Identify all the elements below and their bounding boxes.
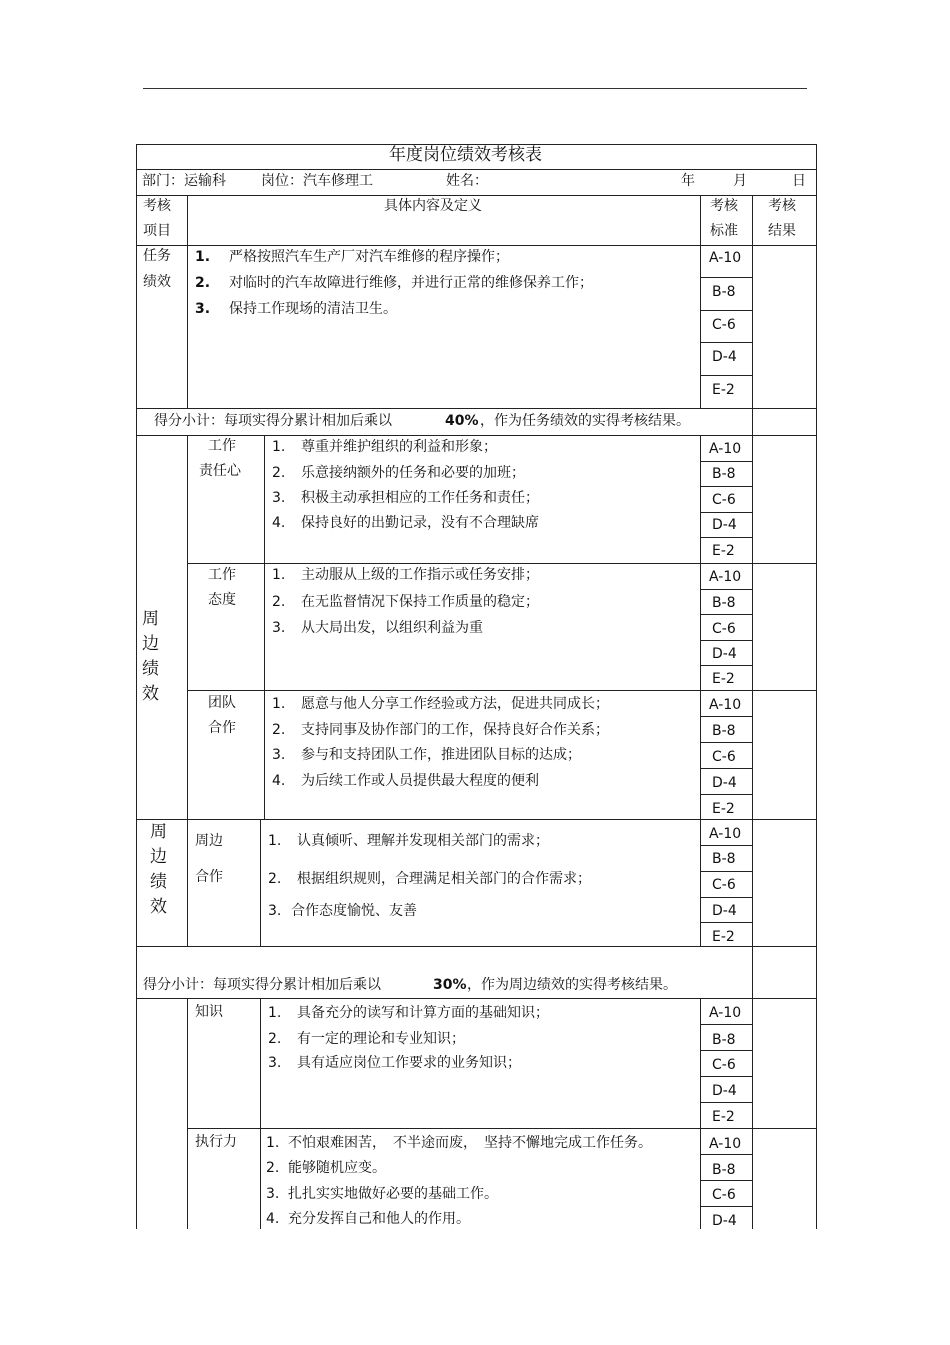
group-label: 执行力 xyxy=(195,1134,237,1150)
list-item: 参与和支持团队工作，推进团队目标的达成； xyxy=(301,747,581,763)
grade-option: B-8 xyxy=(712,595,736,611)
col-content-header: 具体内容及定义 xyxy=(384,198,482,214)
grade-option: B-8 xyxy=(712,851,736,867)
dept-label: 部门：运输科 xyxy=(142,173,226,189)
task-item: 保持工作现场的清洁卫生。 xyxy=(229,301,397,317)
grade-option: B-8 xyxy=(712,1032,736,1048)
item-number: 4. xyxy=(266,1211,280,1227)
grade-option: E-2 xyxy=(712,382,735,398)
grade-option: A-10 xyxy=(709,250,742,266)
header-rule xyxy=(143,88,807,89)
list-item: 合作态度愉悦、友善 xyxy=(291,903,417,919)
subtotal-task-tail: ，作为任务绩效的实得考核结果。 xyxy=(480,413,690,429)
section-label: 周 xyxy=(142,609,159,629)
grade-option: E-2 xyxy=(712,671,735,687)
col-standard-header-2: 标准 xyxy=(710,223,738,239)
subtotal-task: 得分小计：每项实得分累计相加后乘以 xyxy=(154,413,392,429)
list-item: 保持良好的出勤记录，没有不合理缺席 xyxy=(301,515,539,531)
item-number: 2. xyxy=(272,722,286,738)
grade-option: A-10 xyxy=(709,1005,742,1021)
grade-option: E-2 xyxy=(712,543,735,559)
grade-option: A-10 xyxy=(709,697,742,713)
item-number: 2. xyxy=(268,1031,282,1047)
grade-option: C-6 xyxy=(712,1057,736,1073)
item-number: 4. xyxy=(272,515,286,531)
list-item: 积极主动承担相应的工作任务和责任； xyxy=(301,490,539,506)
item-number: 1. xyxy=(268,1005,282,1021)
grade-option: C-6 xyxy=(712,492,736,508)
item-number: 2. xyxy=(195,275,211,291)
grade-option: D-4 xyxy=(712,775,737,791)
list-item: 认真倾听、理解并发现相关部门的需求； xyxy=(297,833,549,849)
list-item: 充分发挥自己和他人的作用。 xyxy=(288,1211,470,1227)
subtotal-peripheral-pct: 30% xyxy=(433,977,467,993)
list-item: 支持同事及协作部门的工作，保持良好合作关系； xyxy=(301,722,609,738)
grade-option: D-4 xyxy=(712,349,737,365)
task-label-2: 绩效 xyxy=(143,274,171,290)
item-number: 1. xyxy=(272,696,286,712)
task-item: 对临时的汽车故障进行维修，并进行正常的维修保养工作； xyxy=(229,275,593,291)
grade-option: C-6 xyxy=(712,621,736,637)
group-label: 工作 xyxy=(208,438,236,454)
group-label: 工作 xyxy=(208,567,236,583)
subtotal-peripheral: 得分小计：每项实得分累计相加后乘以 xyxy=(143,977,381,993)
grade-option: B-8 xyxy=(712,284,736,300)
item-number: 3. xyxy=(272,490,286,506)
grade-option: D-4 xyxy=(712,903,737,919)
grade-option: B-8 xyxy=(712,466,736,482)
grade-option: B-8 xyxy=(712,723,736,739)
item-number: 2. xyxy=(266,1160,280,1176)
list-item: 从大局出发，以组织利益为重 xyxy=(301,620,483,636)
list-item: 为后续工作或人员提供最大程度的便利 xyxy=(301,773,539,789)
group-label: 知识 xyxy=(195,1004,223,1020)
page-title: 年度岗位绩效考核表 xyxy=(389,145,542,165)
list-item: 愿意与他人分享工作经验或方法，促进共同成长； xyxy=(301,696,609,712)
task-item: 严格按照汽车生产厂对汽车维修的程序操作； xyxy=(229,249,509,265)
list-item: 尊重并维护组织的利益和形象； xyxy=(301,439,497,455)
item-number: 2. xyxy=(272,465,286,481)
grade-option: D-4 xyxy=(712,517,737,533)
item-number: 3. xyxy=(272,747,286,763)
grade-option: C-6 xyxy=(712,317,736,333)
section-label: 边 xyxy=(150,847,167,867)
list-item: 在无监督情况下保持工作质量的稳定； xyxy=(301,594,539,610)
section-label: 绩 xyxy=(142,659,159,679)
list-item: 具备充分的读写和计算方面的基础知识； xyxy=(297,1005,549,1021)
grade-option: C-6 xyxy=(712,1187,736,1203)
section-label: 边 xyxy=(142,634,159,654)
col-item-header: 考核 xyxy=(143,198,171,214)
day-label: 日 xyxy=(792,173,806,189)
month-label: 月 xyxy=(733,173,747,189)
grade-option: A-10 xyxy=(709,441,742,457)
grade-option: A-10 xyxy=(709,1136,742,1152)
post-label: 岗位：汽车修理工 xyxy=(261,173,373,189)
task-label: 任务 xyxy=(143,248,171,264)
item-number: 3. xyxy=(266,1186,280,1202)
grade-option: E-2 xyxy=(712,1109,735,1125)
grade-option: C-6 xyxy=(712,749,736,765)
grade-option: B-8 xyxy=(712,1162,736,1178)
subtotal-task-pct: 40% xyxy=(445,413,479,429)
item-number: 2. xyxy=(268,871,282,887)
col-standard-header: 考核 xyxy=(710,198,738,214)
section-label: 绩 xyxy=(150,872,167,892)
item-number: 1. xyxy=(268,833,282,849)
col-result-header-2: 结果 xyxy=(768,223,796,239)
group-label: 合作 xyxy=(195,869,223,885)
group-label: 周边 xyxy=(195,833,223,849)
item-number: 1. xyxy=(272,567,286,583)
subtotal-peripheral-tail: ，作为周边绩效的实得考核结果。 xyxy=(467,977,677,993)
item-number: 2. xyxy=(272,594,286,610)
item-number: 4. xyxy=(272,773,286,789)
item-number: 1. xyxy=(195,249,211,265)
list-item: 具有适应岗位工作要求的业务知识； xyxy=(297,1055,521,1071)
grade-option: D-4 xyxy=(712,1083,737,1099)
grade-option: A-10 xyxy=(709,569,742,585)
item-number: 3. xyxy=(268,1055,282,1071)
list-item: 有一定的理论和专业知识； xyxy=(297,1031,465,1047)
grade-option: E-2 xyxy=(712,929,735,945)
item-number: 1. xyxy=(266,1135,280,1151)
name-label: 姓名： xyxy=(446,173,488,189)
item-number: 3. xyxy=(272,620,286,636)
grade-option: D-4 xyxy=(712,646,737,662)
grade-option: C-6 xyxy=(712,877,736,893)
group-label: 团队 xyxy=(208,695,236,711)
list-item: 能够随机应变。 xyxy=(288,1160,386,1176)
list-item: 主动服从上级的工作指示或任务安排； xyxy=(301,567,539,583)
col-item-header-2: 项目 xyxy=(143,223,171,239)
col-result-header: 考核 xyxy=(768,198,796,214)
list-item: 不怕艰难困苦， 不半途而废， 坚持不懈地完成工作任务。 xyxy=(288,1135,652,1151)
item-number: 3. xyxy=(195,301,211,317)
list-item: 扎扎实实地做好必要的基础工作。 xyxy=(288,1186,498,1202)
item-number: 3. xyxy=(268,903,282,919)
grade-option: E-2 xyxy=(712,801,735,817)
grade-option: A-10 xyxy=(709,826,742,842)
section-label: 周 xyxy=(150,822,167,842)
list-item: 根据组织规则，合理满足相关部门的合作需求； xyxy=(297,871,591,887)
group-label: 责任心 xyxy=(199,463,241,479)
grade-option: D-4 xyxy=(712,1213,737,1229)
group-label: 合作 xyxy=(208,720,236,736)
year-label: 年 xyxy=(681,173,695,189)
group-label: 态度 xyxy=(208,592,236,608)
item-number: 1. xyxy=(272,439,286,455)
section-label: 效 xyxy=(142,684,159,704)
section-label: 效 xyxy=(150,897,167,917)
list-item: 乐意接纳额外的任务和必要的加班； xyxy=(301,465,525,481)
